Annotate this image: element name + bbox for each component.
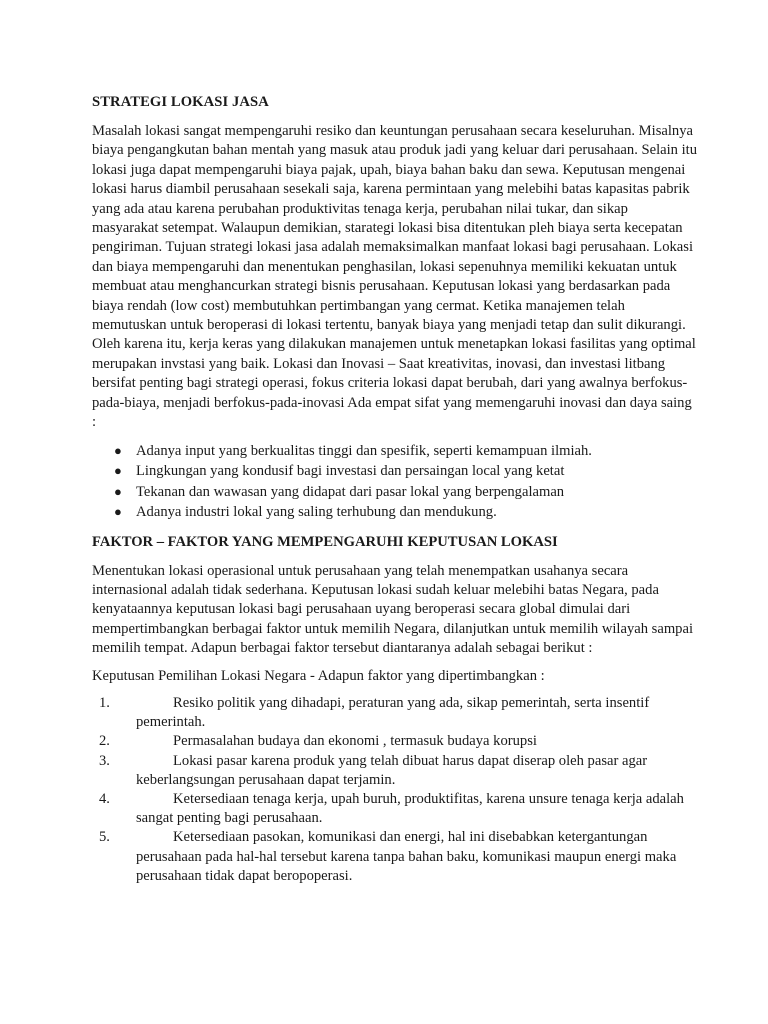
- list-item: [92, 441, 698, 462]
- numbered-list: [92, 694, 698, 886]
- bullet-icon: ●: [114, 483, 122, 499]
- section-paragraph-strategi-lokasi: Masalah lokasi sangat mempengaruhi resiko dan keuntungan perusahaan secara keseluruhan. Misalnya biaya pengangkutan bahan mentah yang masuk atau produk jadi yang keluar dari perusahaan. Selain itu lokasi juga dapat mempengaruhi biaya pajak, upah, biaya bahan baku dan sewa. Keputusan mengenai lokasi harus diambil perusahaan sesekali saja, karena permintaan yang melebihi batas kapasitas pabrik yang ada atau karena perubahan produktivitas tenaga kerja, perubahan nilai tukar, dan sikap masyarakat setempat. Walaupun demikian, starategi lokasi bisa ditentukan pleh biaya serta kecepatan pengiriman. Tujuan strategi lokasi jasa adalah memaksimalkan manfaat lokasi bagi perusahaan. Lokasi dan biaya mempengaruhi dan menentukan penghasilan, lokasi sepenuhnya memiliki kekuatan untuk membuat atau menghancurkan strategi bisnis perusahaan. Keputusan lokasi yang berdasarkan pada biaya rendah (low cost) membutuhkan pertimbangan yang cermat. Ketika manajemen telah memutuskan untuk beroperasi di lokasi tertentu, banyak biaya yang menjadi tetap dan sulit dikurangi. Oleh karena itu, kerja keras yang dilakukan manajemen untuk menetapkan lokasi fasilitas yang optimal merupakan invstasi yang baik. Lokasi dan Inovasi – Saat kreativitas, inovasi, dan investasi litbang bersifat penting bagi strategi operasi, fokus criteria lokasi dapat berubah, dari yang awalnya berfokus-pada-biaya, menjadi berfokus-pada-inovasi Ada empat sifat yang memengaruhi inovasi dan daya saing :: [92, 123, 698, 431]
- list-item-number: 5.: [99, 829, 110, 846]
- list-item-text: Adanya input yang berkualitas tinggi dan spesifik, seperti kemampuan ilmiah.: [136, 442, 592, 459]
- list-item-text: Adanya industri lokal yang saling terhubung dan mendukung.: [136, 504, 497, 520]
- list-item-number: 3.: [99, 752, 110, 769]
- bullet-icon: ●: [114, 504, 122, 519]
- list-item-text: Lingkungan yang kondusif bagi investasi dan persaingan local yang ketat: [136, 463, 565, 479]
- list-item: [99, 694, 698, 732]
- list-item-number: 4.: [99, 790, 110, 807]
- list-item: [99, 790, 698, 828]
- list-item: [99, 828, 698, 886]
- list-item-text: Ketersediaan pasokan, komunikasi dan energi, hal ini disebabkan ketergantungan perusahaan pada hal-hal tersebut karena tanpa bahan baku, komunikasi maupun energi maka perusahaan tidak dapat beropoperasi.: [136, 829, 677, 884]
- list-item: [92, 502, 698, 523]
- document-page: [92, 92, 698, 886]
- list-item-text: Ketersediaan tenaga kerja, upah buruh, produktifitas, karena unsure tenaga kerja adalah sangat penting bagi perusahaan.: [136, 790, 684, 827]
- bullet-icon: ●: [114, 463, 122, 478]
- list-item-number: 2.: [99, 733, 110, 750]
- list-item: [92, 461, 698, 482]
- list-item-text: Tekanan dan wawasan yang didapat dari pasar lokal yang berpengalaman: [136, 483, 565, 500]
- list-item: [92, 482, 698, 503]
- bullet-list: [92, 441, 698, 523]
- list-item-text: Permasalahan budaya dan ekonomi , termasuk budaya korupsi: [173, 733, 537, 750]
- section-title-faktor: FAKTOR – FAKTOR YANG MEMPENGARUHI KEPUTUSAN LOKASI: [92, 533, 558, 550]
- section-paragraph-faktor: Menentukan lokasi operasional untuk perusahaan yang telah menempatkan usahanya secara internasional adalah tidak sederhana. Keputusan lokasi sudah keluar melebihi batas Negara, pada kenyataannya keputusan lokasi bagi perusahaan uyang beroperasi secara global dimulai dari mempertimbangkan berbagai faktor untuk memilih Negara, dilanjutkan untuk memilih wilayah sampai memilih tempat. Adapun berbagai faktor tersebut diantaranya adalah sebagai berikut :: [92, 562, 694, 657]
- list-item-text: Resiko politik yang dihadapi, peraturan yang ada, sikap pemerintah, serta insentif pemerintah.: [136, 694, 650, 731]
- numbered-list-intro: Keputusan Pemilihan Lokasi Negara - Adapun faktor yang dipertimbangkan :: [92, 667, 545, 684]
- list-item: [99, 732, 698, 751]
- list-item: [99, 752, 698, 790]
- list-item-text: Lokasi pasar karena produk yang telah dibuat harus dapat diserap oleh pasar agar keberlangsungan perusahaan dapat terjamin.: [136, 752, 648, 788]
- section-title-strategi-lokasi: STRATEGI LOKASI JASA: [92, 94, 269, 110]
- bullet-icon: ●: [114, 442, 122, 458]
- list-item-number: 1.: [99, 694, 110, 711]
